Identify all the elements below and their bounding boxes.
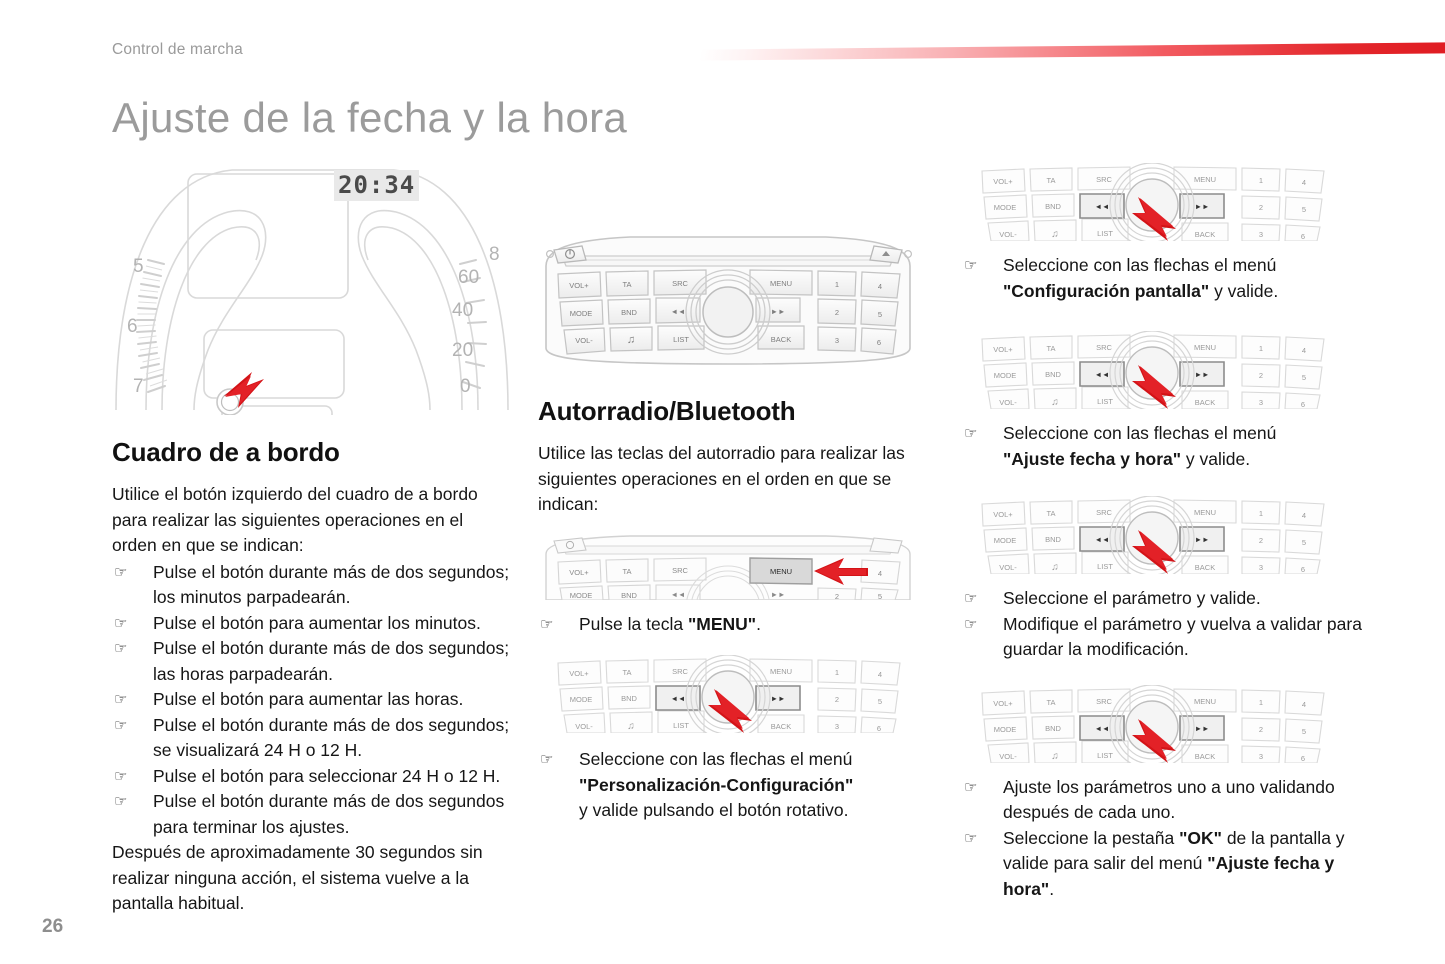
- list-item: [538, 747, 938, 824]
- radio-key-vol-up: VOL+: [993, 345, 1013, 354]
- radio-key-ta: TA: [622, 566, 632, 576]
- hand-pointer-icon: ☞: [114, 614, 128, 632]
- radio-preset-3: 3: [1258, 563, 1264, 572]
- radio-rotary-crop-svg-5: [962, 685, 1342, 763]
- radio-key-mode: MODE: [993, 203, 1017, 212]
- radio-preset-6: 6: [1300, 565, 1306, 574]
- step-text-post: .: [1049, 878, 1055, 899]
- list-item: [112, 687, 512, 713]
- steps-autorradio-part2: [538, 747, 938, 824]
- radio-menu-crop-svg: [538, 532, 918, 600]
- radio-key-prev-highlighted: ◄◄: [1094, 202, 1110, 211]
- hand-pointer-icon: ☞: [964, 257, 978, 274]
- radio-preset-5: 5: [877, 310, 883, 319]
- radio-preset-6: 6: [876, 338, 882, 347]
- radio-preset-2: 2: [1258, 724, 1264, 734]
- radio-key-mode: MODE: [569, 695, 593, 704]
- step-line-bold: "Ajuste fecha y hora": [1003, 448, 1182, 469]
- steps-right-4: [962, 775, 1382, 903]
- radio-illustration-menu-key: [538, 532, 938, 600]
- step-text: Pulse el botón para aumentar los minutos.: [153, 612, 481, 633]
- radio-key-list: LIST: [1097, 229, 1113, 238]
- radio-illustration-rotary-5: [962, 685, 1382, 763]
- radio-key-prev: ◄◄: [670, 589, 686, 599]
- radio-rotary-crop-svg-3: [962, 331, 1342, 409]
- radio-key-ta: TA: [622, 280, 632, 289]
- radio-key-mode: MODE: [993, 724, 1017, 734]
- radio-key-bnd: BND: [1045, 723, 1061, 733]
- radio-full-svg: [538, 230, 918, 370]
- radio-preset-3: 3: [1258, 230, 1264, 239]
- svg-text:60: 60: [458, 267, 480, 288]
- radio-key-bnd: BND: [1045, 202, 1061, 211]
- radio-illustration-rotary-1: [538, 655, 938, 733]
- radio-preset-5: 5: [877, 697, 883, 706]
- radio-preset-5: 5: [877, 591, 883, 600]
- radio-preset-1: 1: [834, 280, 840, 289]
- step-line-bold: "Configuración pantalla": [1003, 280, 1210, 301]
- radio-key-menu: MENU: [1193, 508, 1217, 517]
- step-text: Pulse el botón para aumentar las horas.: [153, 689, 464, 709]
- running-head: Control de marcha: [112, 41, 243, 58]
- radio-preset-3: 3: [834, 336, 840, 345]
- column-cuadro-de-a-bordo: [112, 160, 512, 917]
- radio-key-back: BACK: [770, 722, 792, 731]
- radio-key-vol-down: VOL-: [575, 336, 593, 345]
- list-item: [962, 253, 1382, 304]
- radio-key-next: ►►: [770, 307, 786, 316]
- radio-illustration-full: [538, 230, 938, 370]
- radio-key-vol-up: VOL+: [993, 177, 1013, 186]
- svg-text:5: 5: [133, 256, 144, 277]
- radio-preset-6: 6: [1300, 753, 1306, 763]
- hand-pointer-icon: ☞: [964, 425, 978, 442]
- radio-key-vol-up: VOL+: [569, 669, 589, 678]
- hand-pointer-icon: ☞: [540, 615, 554, 633]
- list-item: [962, 826, 1382, 903]
- radio-preset-4: 4: [877, 568, 883, 578]
- step-text: Pulse el botón durante más de dos segundos; se visualizará 24 H o 12 H.: [153, 714, 510, 760]
- radio-key-prev-highlighted: ◄◄: [1094, 535, 1110, 544]
- step-text-bold: "MENU": [687, 613, 757, 634]
- step-line-bold: "Personalización-Configuración": [579, 774, 854, 795]
- radio-key-bnd: BND: [621, 694, 637, 703]
- step-text: Seleccione el parámetro y valide.: [1003, 588, 1261, 608]
- radio-key-prev-highlighted: ◄◄: [670, 694, 686, 703]
- radio-key-bnd: BND: [621, 590, 637, 600]
- radio-key-music: ♫: [1051, 229, 1059, 240]
- hand-pointer-icon: ☞: [114, 716, 128, 734]
- instrument-cluster-svg: [112, 160, 512, 415]
- radio-key-music: ♫: [1051, 397, 1059, 408]
- list-item: [112, 611, 512, 637]
- radio-key-next-highlighted: ►►: [1194, 370, 1210, 379]
- radio-preset-5: 5: [1301, 726, 1307, 736]
- radio-key-menu: MENU: [1193, 175, 1217, 184]
- radio-preset-6: 6: [876, 724, 882, 733]
- radio-preset-4: 4: [1301, 511, 1307, 520]
- radio-key-prev-highlighted: ◄◄: [1094, 723, 1110, 733]
- radio-key-menu: MENU: [1193, 343, 1217, 352]
- radio-key-list: LIST: [1097, 750, 1113, 760]
- svg-text:20: 20: [452, 340, 474, 361]
- step-line-1: Seleccione con las flechas el menú: [1003, 423, 1277, 443]
- radio-key-mode: MODE: [569, 309, 593, 318]
- radio-illustration-rotary-4: [962, 496, 1382, 574]
- radio-key-next: ►►: [770, 589, 786, 599]
- radio-key-vol-up: VOL+: [993, 698, 1013, 708]
- step-text-pre: Pulse la tecla: [579, 613, 688, 634]
- hand-pointer-icon: ☞: [964, 778, 978, 796]
- page-number: 26: [42, 916, 64, 937]
- radio-key-back: BACK: [1194, 563, 1216, 572]
- hand-pointer-icon: ☞: [114, 691, 128, 708]
- radio-preset-3: 3: [834, 722, 840, 731]
- step-text-bold-menu: "Ajuste fecha y hora": [1003, 853, 1335, 899]
- radio-preset-4: 4: [877, 282, 883, 291]
- radio-key-ta: TA: [1046, 509, 1056, 518]
- radio-key-bnd: BND: [1045, 370, 1061, 379]
- radio-key-vol-down: VOL-: [999, 751, 1017, 761]
- radio-rotary-crop-svg-1: [538, 655, 918, 733]
- radio-key-src: SRC: [1096, 343, 1112, 352]
- radio-key-src: SRC: [672, 667, 688, 676]
- radio-preset-5: 5: [1301, 373, 1307, 382]
- radio-preset-3: 3: [1258, 398, 1264, 407]
- list-item: [538, 612, 938, 638]
- radio-key-vol-down: VOL-: [999, 563, 1017, 572]
- step-text-bold-ok: "OK": [1179, 827, 1222, 848]
- step-text: Pulse el botón durante más de dos segundos; los minutos parpadearán.: [153, 561, 510, 607]
- step-text: Pulse el botón durante más de dos segundos; las horas parpadearán.: [153, 638, 510, 684]
- step-text: Pulse el botón para seleccionar 24 H o 12 H.: [153, 765, 501, 786]
- radio-preset-1: 1: [1258, 697, 1264, 707]
- hand-pointer-icon: ☞: [964, 615, 978, 633]
- radio-illustration-rotary-3: [962, 331, 1382, 409]
- hand-pointer-icon: ☞: [540, 751, 554, 768]
- radio-preset-1: 1: [1258, 509, 1264, 518]
- step-text-mid: de la pantalla y valide para salir del menú: [1003, 827, 1345, 873]
- radio-preset-5: 5: [1301, 538, 1307, 547]
- radio-key-bnd: BND: [621, 308, 637, 317]
- hand-pointer-icon: ☞: [114, 793, 128, 810]
- radio-key-prev-highlighted: ◄◄: [1094, 370, 1110, 379]
- hand-pointer-icon: ☞: [114, 640, 128, 657]
- heading-autorradio-bluetooth: Autorradio/Bluetooth: [538, 396, 796, 426]
- radio-preset-2: 2: [1258, 203, 1264, 212]
- radio-key-next-highlighted: ►►: [1194, 535, 1210, 544]
- radio-preset-1: 1: [834, 668, 840, 677]
- radio-preset-1: 1: [1258, 176, 1264, 185]
- radio-key-ta: TA: [1046, 697, 1056, 707]
- radio-key-next-highlighted: ►►: [1194, 202, 1210, 211]
- radio-key-ta: TA: [1046, 344, 1056, 353]
- heading-cuadro-de-a-bordo: Cuadro de a bordo: [112, 437, 340, 467]
- radio-key-mode: MODE: [993, 536, 1017, 545]
- list-item: [962, 586, 1382, 612]
- radio-preset-5: 5: [1301, 205, 1307, 214]
- list-item: [112, 789, 512, 840]
- radio-key-vol-up: VOL+: [569, 567, 589, 577]
- radio-preset-6: 6: [1300, 232, 1306, 241]
- radio-key-src: SRC: [1096, 175, 1112, 184]
- radio-key-back: BACK: [1194, 230, 1216, 239]
- intro-autorradio-bluetooth: Utilice las teclas del autorradio para realizar las siguientes operaciones en el orden en que se indican:: [538, 443, 905, 514]
- radio-key-list: LIST: [1097, 397, 1113, 406]
- radio-key-menu: MENU: [769, 279, 793, 288]
- radio-preset-4: 4: [877, 670, 883, 679]
- radio-key-src: SRC: [672, 565, 688, 575]
- svg-text:7: 7: [133, 376, 144, 397]
- step-text: Pulse el botón durante más de dos segundos para terminar los ajustes.: [153, 791, 505, 837]
- radio-key-music: ♫: [1051, 562, 1059, 573]
- step-text: Ajuste los parámetros uno a uno validando después de cada uno.: [1003, 776, 1335, 822]
- radio-key-src: SRC: [1096, 696, 1112, 706]
- radio-key-back: BACK: [1194, 398, 1216, 407]
- cluster-clock-readout: 20:34: [334, 170, 419, 201]
- step-line-post: y valide.: [1181, 448, 1251, 469]
- steps-right-3: [962, 586, 1382, 663]
- radio-key-music: ♫: [627, 721, 635, 732]
- radio-key-list: LIST: [673, 335, 689, 344]
- radio-key-ta: TA: [1046, 176, 1056, 185]
- radio-preset-4: 4: [1301, 346, 1307, 355]
- hand-pointer-icon: ☞: [964, 829, 978, 847]
- radio-preset-2: 2: [834, 591, 840, 600]
- page-title: Ajuste de la fecha y la hora: [112, 94, 628, 141]
- column-instructions-right: [962, 160, 1382, 902]
- svg-text:40: 40: [452, 300, 474, 321]
- radio-key-back: BACK: [770, 335, 792, 344]
- radio-key-ta: TA: [622, 668, 632, 677]
- radio-preset-3: 3: [1258, 751, 1264, 761]
- radio-key-src: SRC: [672, 279, 688, 288]
- steps-autorradio-part1: [538, 612, 938, 638]
- radio-key-mode: MODE: [569, 590, 593, 600]
- list-item: [962, 612, 1382, 663]
- steps-right-2: [962, 421, 1382, 472]
- radio-key-mode: MODE: [993, 371, 1017, 380]
- outro-cuadro-de-a-bordo: Después de aproximadamente 30 segundos sin realizar ninguna acción, el sistema vuelve a la pantalla habitual.: [112, 842, 483, 913]
- column-autorradio-bluetooth: [538, 160, 938, 824]
- radio-illustration-rotary-2: [962, 163, 1382, 241]
- radio-key-menu: MENU: [769, 667, 793, 676]
- steps-right-1: [962, 253, 1382, 304]
- radio-key-bnd: BND: [1045, 535, 1061, 544]
- instrument-cluster-illustration: [112, 160, 512, 415]
- radio-key-back: BACK: [1194, 751, 1216, 761]
- radio-key-vol-down: VOL-: [999, 398, 1017, 407]
- radio-key-vol-up: VOL+: [993, 510, 1013, 519]
- list-item: [112, 636, 512, 687]
- radio-key-menu: MENU: [1193, 696, 1217, 706]
- radio-preset-2: 2: [834, 308, 840, 317]
- radio-key-src: SRC: [1096, 508, 1112, 517]
- radio-key-next-highlighted: ►►: [1194, 723, 1210, 733]
- step-line-1: Seleccione con las flechas el menú: [1003, 255, 1277, 275]
- list-item: [962, 421, 1382, 472]
- radio-key-vol-up: VOL+: [569, 281, 589, 290]
- step-line-post: y valide.: [1209, 280, 1279, 301]
- radio-key-list: LIST: [1097, 562, 1113, 571]
- step-text: Modifique el parámetro y vuelva a validar para guardar la modificación.: [1003, 613, 1362, 659]
- list-item: [112, 560, 512, 611]
- radio-key-vol-down: VOL-: [575, 722, 593, 731]
- radio-preset-2: 2: [834, 695, 840, 704]
- radio-key-vol-down: VOL-: [999, 230, 1017, 239]
- step-text-pre: Seleccione la pestaña: [1003, 827, 1180, 848]
- hand-pointer-icon: ☞: [114, 563, 128, 581]
- svg-text:8: 8: [489, 244, 500, 265]
- radio-key-next-highlighted: ►►: [770, 694, 786, 703]
- radio-key-menu-highlighted: MENU: [769, 566, 793, 576]
- radio-rotary-crop-svg-4: [962, 496, 1342, 574]
- step-line-1: Seleccione con las flechas el menú: [579, 749, 853, 769]
- step-text-post: .: [756, 613, 761, 634]
- list-item: [112, 713, 512, 764]
- list-item: [962, 775, 1382, 826]
- radio-preset-1: 1: [1258, 344, 1264, 353]
- intro-cuadro-de-a-bordo: Utilice el botón izquierdo del cuadro de a bordo para realizar las siguientes operaciones en el orden en que se indican:: [112, 484, 478, 555]
- radio-key-music: ♫: [1051, 750, 1059, 762]
- radio-preset-4: 4: [1301, 178, 1307, 187]
- radio-key-prev: ◄◄: [670, 307, 686, 316]
- radio-preset-2: 2: [1258, 536, 1264, 545]
- hand-pointer-icon: ☞: [114, 767, 128, 785]
- svg-text:6: 6: [127, 316, 138, 337]
- steps-cuadro-de-a-bordo: [112, 560, 512, 841]
- radio-preset-6: 6: [1300, 400, 1306, 409]
- svg-text:0: 0: [460, 376, 471, 397]
- radio-rotary-crop-svg-2: [962, 163, 1342, 241]
- radio-preset-2: 2: [1258, 371, 1264, 380]
- radio-key-music: ♫: [626, 334, 636, 346]
- hand-pointer-icon: ☞: [964, 590, 978, 607]
- header-rule: [700, 42, 1445, 60]
- step-line-3: y valide pulsando el botón rotativo.: [579, 800, 849, 820]
- list-item: [112, 764, 512, 790]
- radio-preset-4: 4: [1301, 699, 1307, 709]
- radio-key-list: LIST: [673, 721, 689, 730]
